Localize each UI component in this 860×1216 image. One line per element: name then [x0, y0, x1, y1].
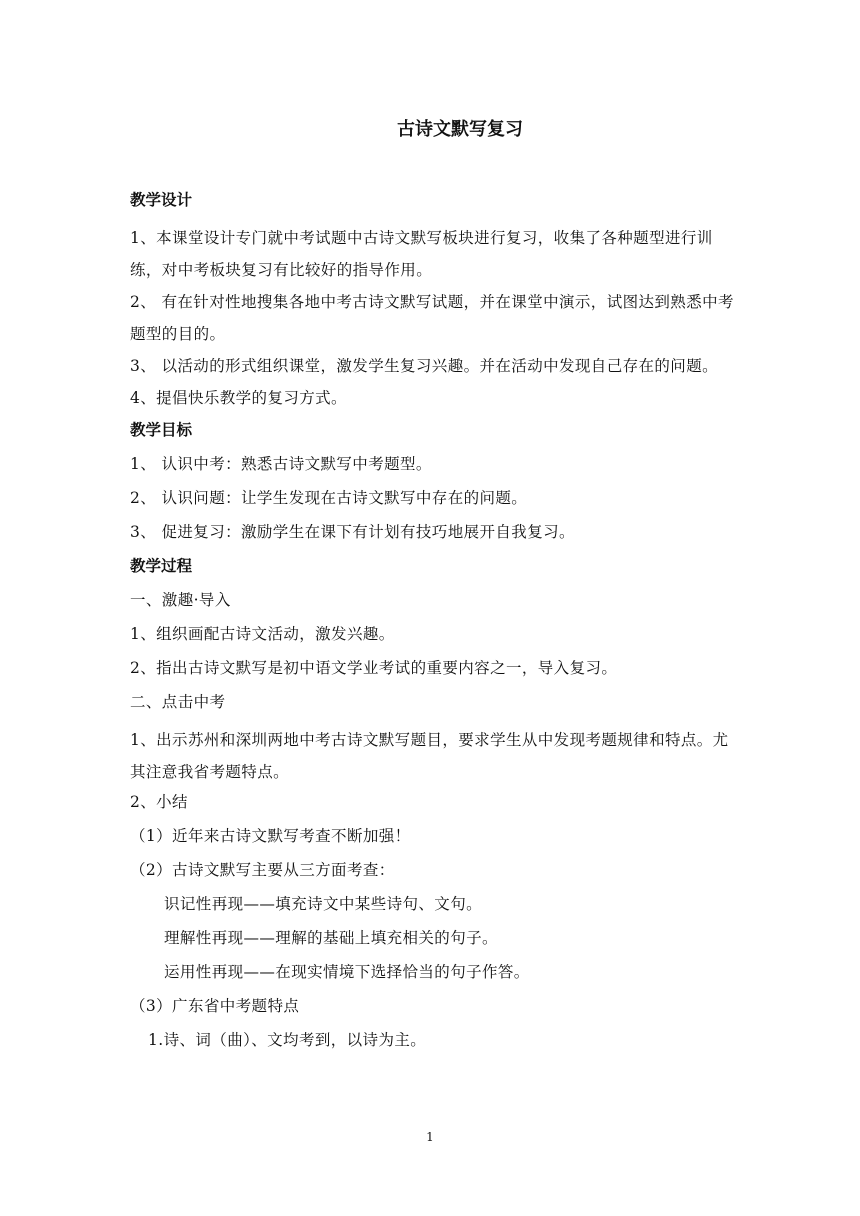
goal-item: 2、 认识问题：让学生发现在古诗文默写中存在的问题。: [130, 489, 528, 507]
summary-point-1: （1）近年来古诗文默写考查不断加强！: [130, 827, 411, 845]
summary-point-3: （3）广东省中考题特点: [130, 997, 300, 1015]
design-item: 1、本课堂设计专门就中考试题中古诗文默写板块进行复习，收集了各种题型进行训练，对中考板块复习有比较好的指导作用。: [130, 229, 713, 279]
section-heading-process: 教学过程: [130, 556, 193, 575]
process-part1-item: 1、组织画配古诗文活动，激发兴趣。: [130, 625, 395, 643]
section-heading-design: 教学设计: [130, 190, 193, 209]
process-part2-title: 二、点击中考: [130, 693, 226, 711]
page-number: 1: [426, 1130, 434, 1144]
goal-item: 3、 促进复习：激励学生在课下有计划有技巧地展开自我复习。: [130, 523, 575, 541]
design-item: 4、提倡快乐教学的复习方式。: [130, 389, 347, 407]
process-part1-item: 2、指出古诗文默写是初中语文学业考试的重要内容之一，导入复习。: [130, 659, 618, 677]
section-heading-goals: 教学目标: [130, 420, 193, 439]
summary-subpoint: 运用性再现——在现实情境下选择恰当的句子作答。: [164, 963, 530, 981]
summary-point-2: （2）古诗文默写主要从三方面考查：: [130, 861, 395, 879]
design-list: [130, 222, 742, 414]
design-item: 3、 以活动的形式组织课堂，激发学生复习兴趣。并在活动中发现自己存在的问题。: [130, 357, 718, 375]
design-item: 2、 有在针对性地搜集各地中考古诗文默写试题，并在课堂中演示，试图达到熟悉中考题型的目的。: [130, 293, 734, 343]
process-part2-item: 2、小结: [130, 793, 188, 811]
goals-list: [130, 452, 742, 544]
summary-subpoint: 1.诗、词（曲）、文均考到，以诗为主。: [148, 1031, 427, 1049]
summary-subpoint: 理解性再现——理解的基础上填充相关的句子。: [164, 929, 498, 947]
summary-subpoint: 识记性再现——填充诗文中某些诗句、文句。: [164, 895, 483, 913]
process-part1-title: 一、激趣·导入: [130, 591, 231, 609]
document-body: [130, 188, 742, 1062]
goal-item: 1、 认识中考：熟悉古诗文默写中考题型。: [130, 455, 432, 473]
document-title: 古诗文默写复习: [397, 119, 523, 140]
process-part2-item: 1、出示苏州和深圳两地中考古诗文默写题目，要求学生从中发现考题规律和特点。尤其注意我省考题特点。: [130, 731, 729, 781]
